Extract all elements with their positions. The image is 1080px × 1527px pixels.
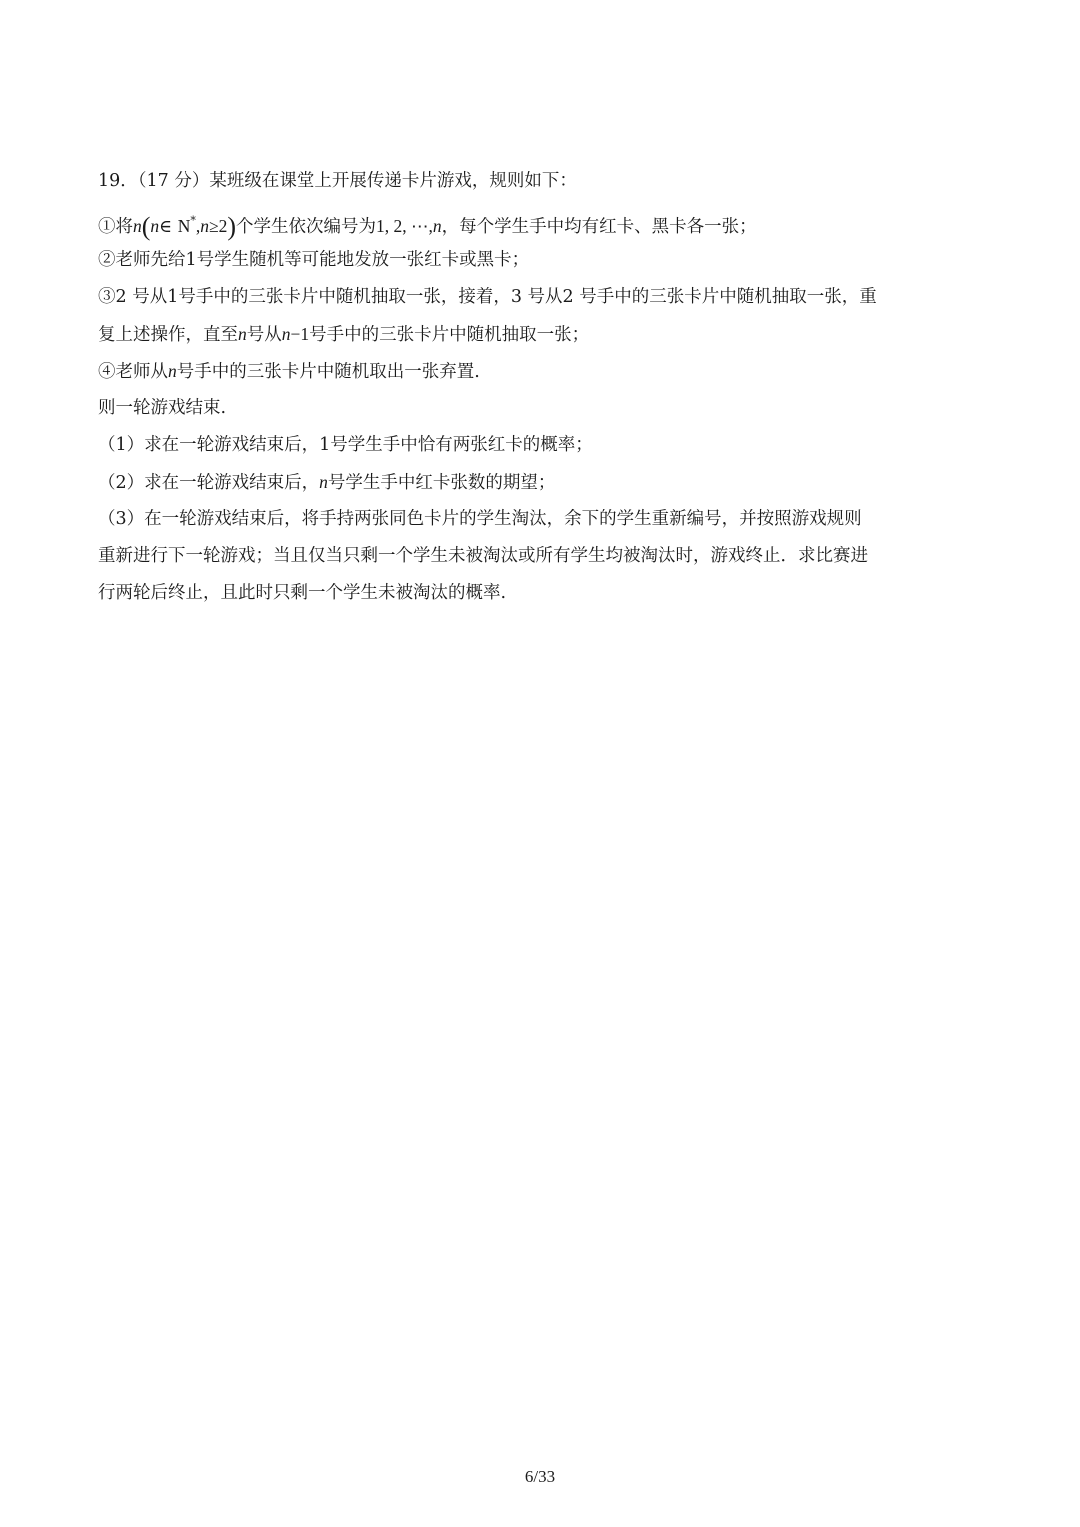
math-var-n: n xyxy=(432,216,442,236)
sub-question-3-line-1: （3）在一轮游戏结束后，将手持两张同色卡片的学生淘汰，余下的学生重新编号，并按照游戏规则 xyxy=(98,509,862,529)
rule-1-suffix: ，每个学生手中均有红卡、黑卡各一张； xyxy=(441,217,757,237)
math-var-n: n xyxy=(238,324,247,344)
sub-2-part-1: （2）求在一轮游戏结束后， xyxy=(98,473,320,493)
math-var-n: n xyxy=(168,361,177,381)
math-comma: , xyxy=(195,216,201,236)
math-minus-one: −1 xyxy=(290,324,310,344)
math-star: * xyxy=(190,214,196,227)
rule-2: ②老师先给1号学生随机等可能地发放一张红卡或黑卡； xyxy=(98,250,530,270)
rule-3-part-3: 号手中的三张卡片中随机抽取一张； xyxy=(309,325,590,345)
rule-1-prefix: ①将 xyxy=(98,217,133,237)
question-header: 19．（17 分）某班级在课堂上开展传递卡片游戏，规则如下： xyxy=(98,171,577,191)
math-sequence: 1, 2, ⋯, xyxy=(376,216,433,236)
question-19 xyxy=(98,170,988,605)
paren-close: ) xyxy=(227,212,237,241)
math-set-n: N xyxy=(177,216,191,236)
sub-question-1: （1）求在一轮游戏结束后，1号学生手中恰有两张红卡的概率； xyxy=(98,435,593,455)
sub-question-2 xyxy=(98,471,988,494)
rule-4 xyxy=(98,360,988,383)
rule-3-part-1: 复上述操作，直至 xyxy=(98,325,238,345)
math-two: 2 xyxy=(218,216,228,236)
math-var-n: n xyxy=(200,216,209,236)
end-round: 则一轮游戏结束. xyxy=(98,398,227,418)
sub-2-part-2: 号学生手中红卡张数的期望； xyxy=(327,473,556,493)
math-var-n: n xyxy=(319,472,328,492)
math-geq: ≥ xyxy=(208,216,219,236)
math-in-symbol: ∈ xyxy=(159,216,173,236)
rule-3-part-2: 号从 xyxy=(246,325,282,345)
rule-3-line-1: ③2 号从1号手中的三张卡片中随机抽取一张，接着，3 号从2 号手中的三张卡片中随机抽取一张，重 xyxy=(98,287,877,307)
sub-question-3-line-3: 行两轮后终止，且此时只剩一个学生未被淘汰的概率. xyxy=(98,583,507,603)
rule-3-line-2 xyxy=(98,323,988,346)
math-var-n: n xyxy=(281,324,291,344)
rule-1-middle: 个学生依次编号为 xyxy=(236,217,377,237)
rule-4-part-2: 号手中的三张卡片中随机取出一张弃置. xyxy=(176,362,480,382)
math-var-n: n xyxy=(150,216,160,236)
math-var-n: n xyxy=(133,216,142,236)
rule-1 xyxy=(98,207,988,241)
rule-4-part-1: ④老师从 xyxy=(98,362,168,382)
page-number: 6/33 xyxy=(524,1467,556,1486)
sub-question-3-line-2: 重新进行下一轮游戏；当且仅当只剩一个学生未被淘汰或所有学生均被淘汰时，游戏终止．求比赛进 xyxy=(98,546,868,566)
paren-open: ( xyxy=(141,212,151,241)
